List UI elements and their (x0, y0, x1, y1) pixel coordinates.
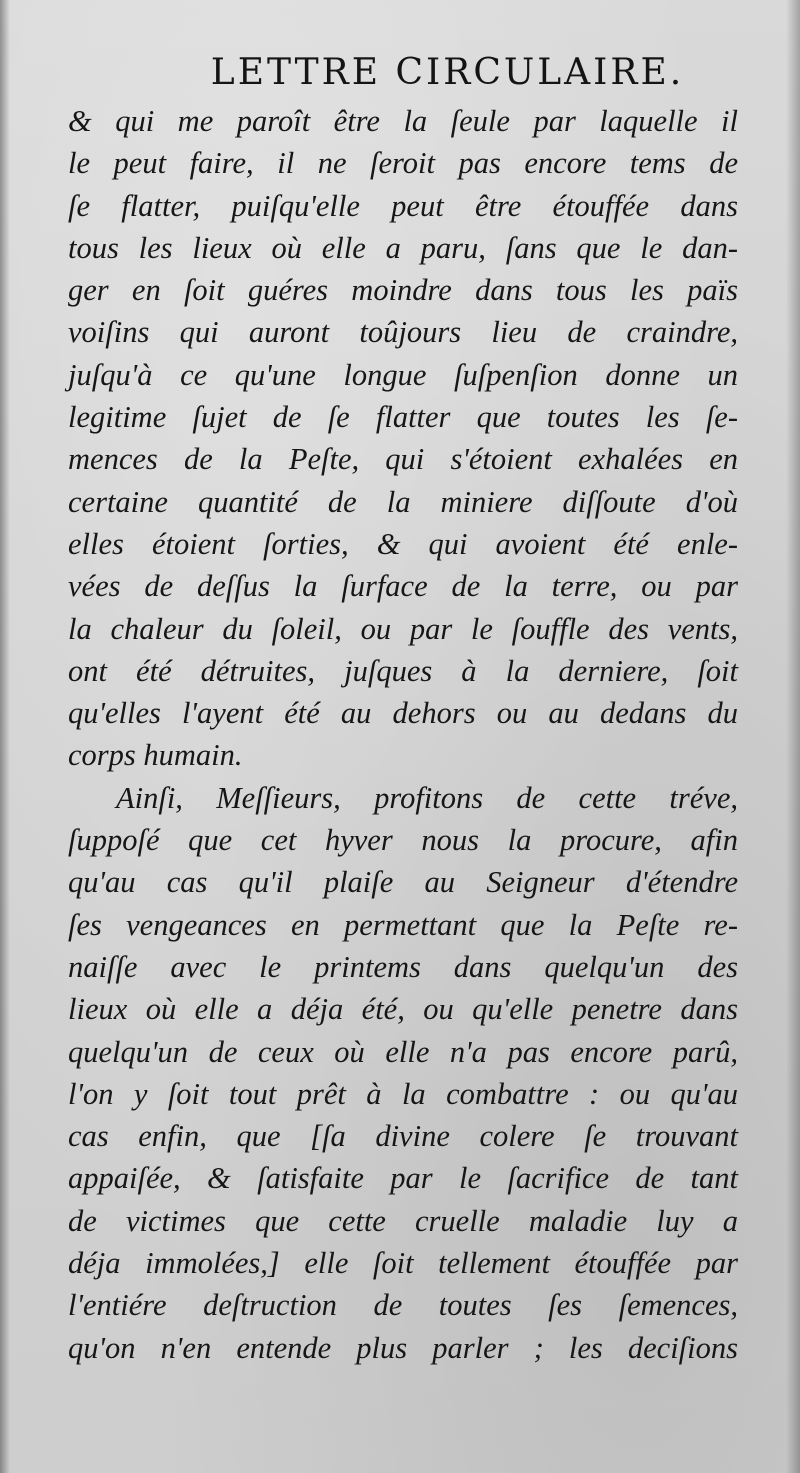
text-line: voiſins qui auront toûjours lieu de craindre, (68, 315, 738, 350)
text-line: tous les lieux où elle a paru, ſans que le dan- (68, 230, 738, 265)
text-line: déja immolées,] elle ſoit tellement étouffée par (68, 1246, 738, 1281)
text-line: lieux où elle a déja été, ou qu'elle penetre dans (68, 992, 738, 1027)
paragraph-start-line: Ainſi, Meſſieurs, profitons de cette tréve, (116, 780, 738, 815)
text-line: legitime ſujet de ſe flatter que toutes les ſe- (68, 400, 738, 435)
text-line: elles étoient ſorties, & qui avoient été enle- (68, 526, 738, 561)
text-line: vées de deſſus la ſurface de la terre, ou par (68, 569, 738, 604)
text-line: certaine quantité de la miniere diſſoute d'où (68, 484, 738, 519)
text-line: quelqu'un de ceux où elle n'a pas encore parû, (68, 1034, 738, 1069)
page-text (68, 100, 738, 1369)
text-line: le peut faire, il ne ſeroit pas encore tems de (68, 146, 738, 181)
text-line: ont été détruites, juſques à la derniere, ſoit (68, 653, 738, 688)
text-line: qu'on n'en entende plus parler ; les deciſions (68, 1330, 738, 1365)
text-line: mences de la Peſte, qui s'étoient exhalées en (68, 442, 738, 477)
text-line: naiſſe avec le printems dans quelqu'un des (68, 949, 738, 984)
text-line: juſqu'à ce qu'une longue ſuſpenſion donne un (68, 357, 738, 392)
running-head: LETTRE CIRCULAIRE. (210, 52, 685, 93)
text-line: ſuppoſé que cet hyver nous la procure, afin (68, 823, 738, 858)
text-line: la chaleur du ſoleil, ou par le ſouffle des vents, (68, 611, 738, 646)
text-line: ſes vengeances en permettant que la Peſte re- (68, 907, 738, 942)
text-line: l'entiére deſtruction de toutes ſes ſemences, (68, 1288, 738, 1323)
text-line: qu'au cas qu'il plaiſe au Seigneur d'étendre (68, 865, 738, 900)
text-line: qu'elles l'ayent été au dehors ou au dedans du (68, 696, 738, 731)
text-line: ſe flatter, puiſqu'elle peut être étouffée dans (68, 188, 738, 223)
paragraph-end-line: corps humain. (68, 738, 243, 773)
text-line: ger en ſoit guéres moindre dans tous les païs (68, 273, 738, 308)
text-line: appaiſée, & ſatisfaite par le ſacrifice de tant (68, 1161, 738, 1196)
text-line: cas enfin, que [ſa divine colere ſe trouvant (68, 1119, 738, 1154)
text-line: l'on y ſoit tout prêt à la combattre : ou qu'au (68, 1076, 738, 1111)
text-line: & qui me paroît être la ſeule par laquelle il (68, 104, 738, 138)
text-line: de victimes que cette cruelle maladie luy a (68, 1203, 738, 1238)
